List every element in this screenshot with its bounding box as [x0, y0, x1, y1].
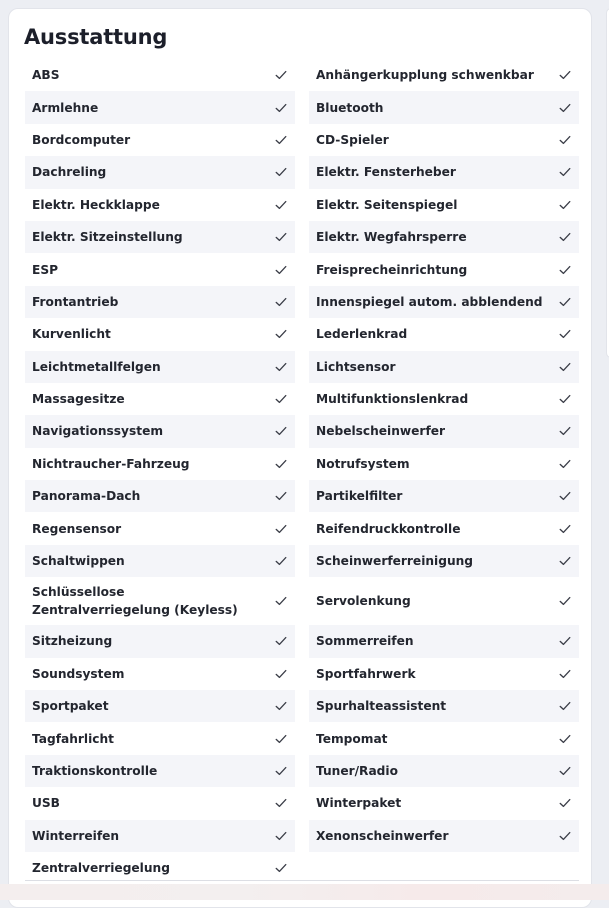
feature-label: Reifendruckkontrolle — [316, 521, 461, 536]
checkmark-icon — [559, 296, 571, 308]
feature-label: Elektr. Heckklappe — [32, 197, 160, 212]
checkmark-icon — [559, 523, 571, 535]
checkmark-icon — [275, 635, 287, 647]
checkmark-icon — [559, 102, 571, 114]
checkmark-icon — [275, 555, 287, 567]
checkmark-icon — [275, 797, 287, 809]
checkmark-icon — [275, 862, 287, 874]
checkmark-icon — [275, 296, 287, 308]
feature-label: Winterpaket — [316, 796, 402, 811]
feature-label: Servolenkung — [316, 594, 411, 609]
feature-label: Bluetooth — [316, 100, 384, 115]
feature-item — [309, 415, 579, 447]
checkmark-icon — [559, 69, 571, 81]
feature-item — [25, 480, 295, 512]
checkmark-icon — [559, 199, 571, 211]
feature-item — [25, 286, 295, 318]
feature-item — [25, 755, 295, 787]
feature-label: Armlehne — [32, 100, 99, 115]
feature-item — [309, 820, 579, 852]
checkmark-icon — [275, 134, 287, 146]
checkmark-icon — [559, 134, 571, 146]
feature-label: Elektr. Sitzeinstellung — [32, 230, 183, 245]
feature-item — [309, 189, 579, 221]
checkmark-icon — [559, 328, 571, 340]
feature-label: Navigationssystem — [32, 424, 164, 439]
feature-label: Tuner/Radio — [316, 764, 398, 778]
checkmark-icon — [275, 458, 287, 470]
feature-item — [309, 787, 579, 819]
checkmark-icon — [275, 425, 287, 437]
checkmark-icon — [275, 361, 287, 373]
feature-item — [25, 658, 295, 690]
feature-label: Elektr. Seitenspiegel — [316, 197, 458, 212]
checkmark-icon — [559, 668, 571, 680]
feature-list — [25, 59, 579, 884]
divider — [25, 880, 579, 881]
feature-item — [309, 512, 579, 544]
checkmark-icon — [275, 328, 287, 340]
feature-item — [309, 91, 579, 123]
feature-item — [309, 448, 579, 480]
feature-item — [25, 512, 295, 544]
checkmark-icon — [275, 264, 287, 276]
feature-label: CD-Spieler — [316, 132, 389, 147]
checkmark-icon — [275, 765, 287, 777]
feature-label: Lichtsensor — [316, 359, 396, 374]
feature-item — [309, 318, 579, 350]
feature-label: ESP — [32, 262, 59, 277]
checkmark-icon — [559, 425, 571, 437]
feature-item — [309, 286, 579, 318]
feature-item — [309, 722, 579, 754]
feature-item — [309, 545, 579, 577]
checkmark-icon — [559, 490, 571, 502]
feature-label: Notrufsystem — [316, 456, 410, 471]
checkmark-icon — [275, 523, 287, 535]
feature-item — [25, 820, 295, 852]
checkmark-icon — [559, 635, 571, 647]
feature-item — [25, 91, 295, 123]
checkmark-icon — [559, 830, 571, 842]
section-title: Ausstattung — [24, 25, 168, 49]
checkmark-icon — [275, 830, 287, 842]
feature-label: Dachreling — [32, 165, 107, 180]
checkmark-icon — [559, 361, 571, 373]
feature-label: Lederlenkrad — [316, 327, 408, 342]
feature-label: Winterreifen — [32, 828, 120, 843]
checkmark-icon — [275, 668, 287, 680]
feature-item — [25, 625, 295, 657]
feature-label: Partikelfilter — [316, 489, 403, 504]
checkmark-icon — [559, 231, 571, 243]
feature-item — [25, 722, 295, 754]
feature-item — [309, 480, 579, 512]
feature-label: Regensensor — [32, 521, 122, 536]
feature-label: Sportfahrwerk — [316, 666, 416, 681]
checkmark-icon — [559, 264, 571, 276]
checkmark-icon — [275, 733, 287, 745]
checkmark-icon — [559, 458, 571, 470]
feature-label: Innenspiegel autom. abblendend — [316, 294, 543, 309]
page-footer-strip — [0, 884, 609, 900]
feature-item — [309, 156, 579, 188]
checkmark-icon — [559, 555, 571, 567]
feature-item — [25, 221, 295, 253]
feature-label: Frontantrieb — [32, 294, 119, 309]
feature-item — [309, 577, 579, 625]
checkmark-icon — [275, 199, 287, 211]
feature-label: Sportpaket — [32, 699, 109, 714]
feature-label: Multifunktionslenkrad — [316, 392, 469, 407]
feature-label: Leichtmetallfelgen — [32, 359, 161, 374]
feature-label: Soundsystem — [32, 666, 125, 681]
feature-item — [25, 690, 295, 722]
checkmark-icon — [559, 166, 571, 178]
feature-label: Massagesitze — [32, 392, 125, 407]
checkmark-icon — [275, 231, 287, 243]
checkmark-icon — [275, 490, 287, 502]
feature-label: Tagfahrlicht — [32, 731, 114, 746]
feature-item — [25, 545, 295, 577]
feature-label: Elektr. Wegfahrsperre — [316, 230, 467, 245]
feature-label: Schaltwippen — [32, 554, 125, 569]
checkmark-icon — [275, 393, 287, 405]
feature-item — [25, 59, 295, 91]
feature-item — [309, 755, 579, 787]
feature-label: Sommerreifen — [316, 634, 414, 649]
checkmark-icon — [559, 595, 571, 607]
feature-item — [309, 351, 579, 383]
feature-item — [25, 189, 295, 221]
feature-item — [25, 415, 295, 447]
feature-item — [309, 690, 579, 722]
feature-item — [25, 577, 295, 625]
feature-label: Nichtraucher-Fahrzeug — [32, 456, 190, 471]
feature-label: Schlüssellose Zentralverriegelung (Keyless) — [32, 585, 238, 618]
feature-item — [309, 124, 579, 156]
feature-item — [309, 625, 579, 657]
feature-label: Scheinwerferreinigung — [316, 554, 474, 569]
feature-item — [25, 351, 295, 383]
feature-label: Anhängerkupplung schwenkbar — [316, 68, 534, 83]
feature-item — [25, 787, 295, 819]
feature-item — [309, 221, 579, 253]
feature-item — [309, 658, 579, 690]
equipment-card — [8, 8, 592, 908]
checkmark-icon — [559, 733, 571, 745]
checkmark-icon — [559, 700, 571, 712]
feature-item — [309, 253, 579, 285]
checkmark-icon — [275, 102, 287, 114]
feature-label: Spurhalteassistent — [316, 699, 447, 714]
checkmark-icon — [559, 797, 571, 809]
feature-label: Panorama-Dach — [32, 489, 141, 504]
feature-item — [309, 59, 579, 91]
feature-label: Traktionskontrolle — [32, 764, 158, 778]
feature-label: Kurvenlicht — [32, 327, 111, 342]
feature-item — [25, 156, 295, 188]
feature-item — [25, 318, 295, 350]
feature-item — [309, 383, 579, 415]
feature-label: Zentralverriegelung — [32, 861, 170, 876]
feature-label: Xenonscheinwerfer — [316, 828, 449, 843]
feature-item — [25, 448, 295, 480]
checkmark-icon — [275, 595, 287, 607]
checkmark-icon — [275, 69, 287, 81]
feature-label: Freisprecheinrichtung — [316, 262, 468, 277]
feature-label: Nebelscheinwerfer — [316, 424, 446, 439]
checkmark-icon — [559, 393, 571, 405]
checkmark-icon — [559, 765, 571, 777]
checkmark-icon — [275, 700, 287, 712]
feature-label: USB — [32, 796, 60, 811]
checkmark-icon — [275, 166, 287, 178]
feature-label: Elektr. Fensterheber — [316, 165, 456, 180]
feature-label: Sitzheizung — [32, 634, 113, 649]
feature-item — [25, 124, 295, 156]
feature-label: Bordcomputer — [32, 132, 131, 147]
feature-item — [25, 253, 295, 285]
feature-label: Tempomat — [316, 731, 388, 746]
feature-item — [25, 383, 295, 415]
feature-label: ABS — [32, 68, 60, 83]
